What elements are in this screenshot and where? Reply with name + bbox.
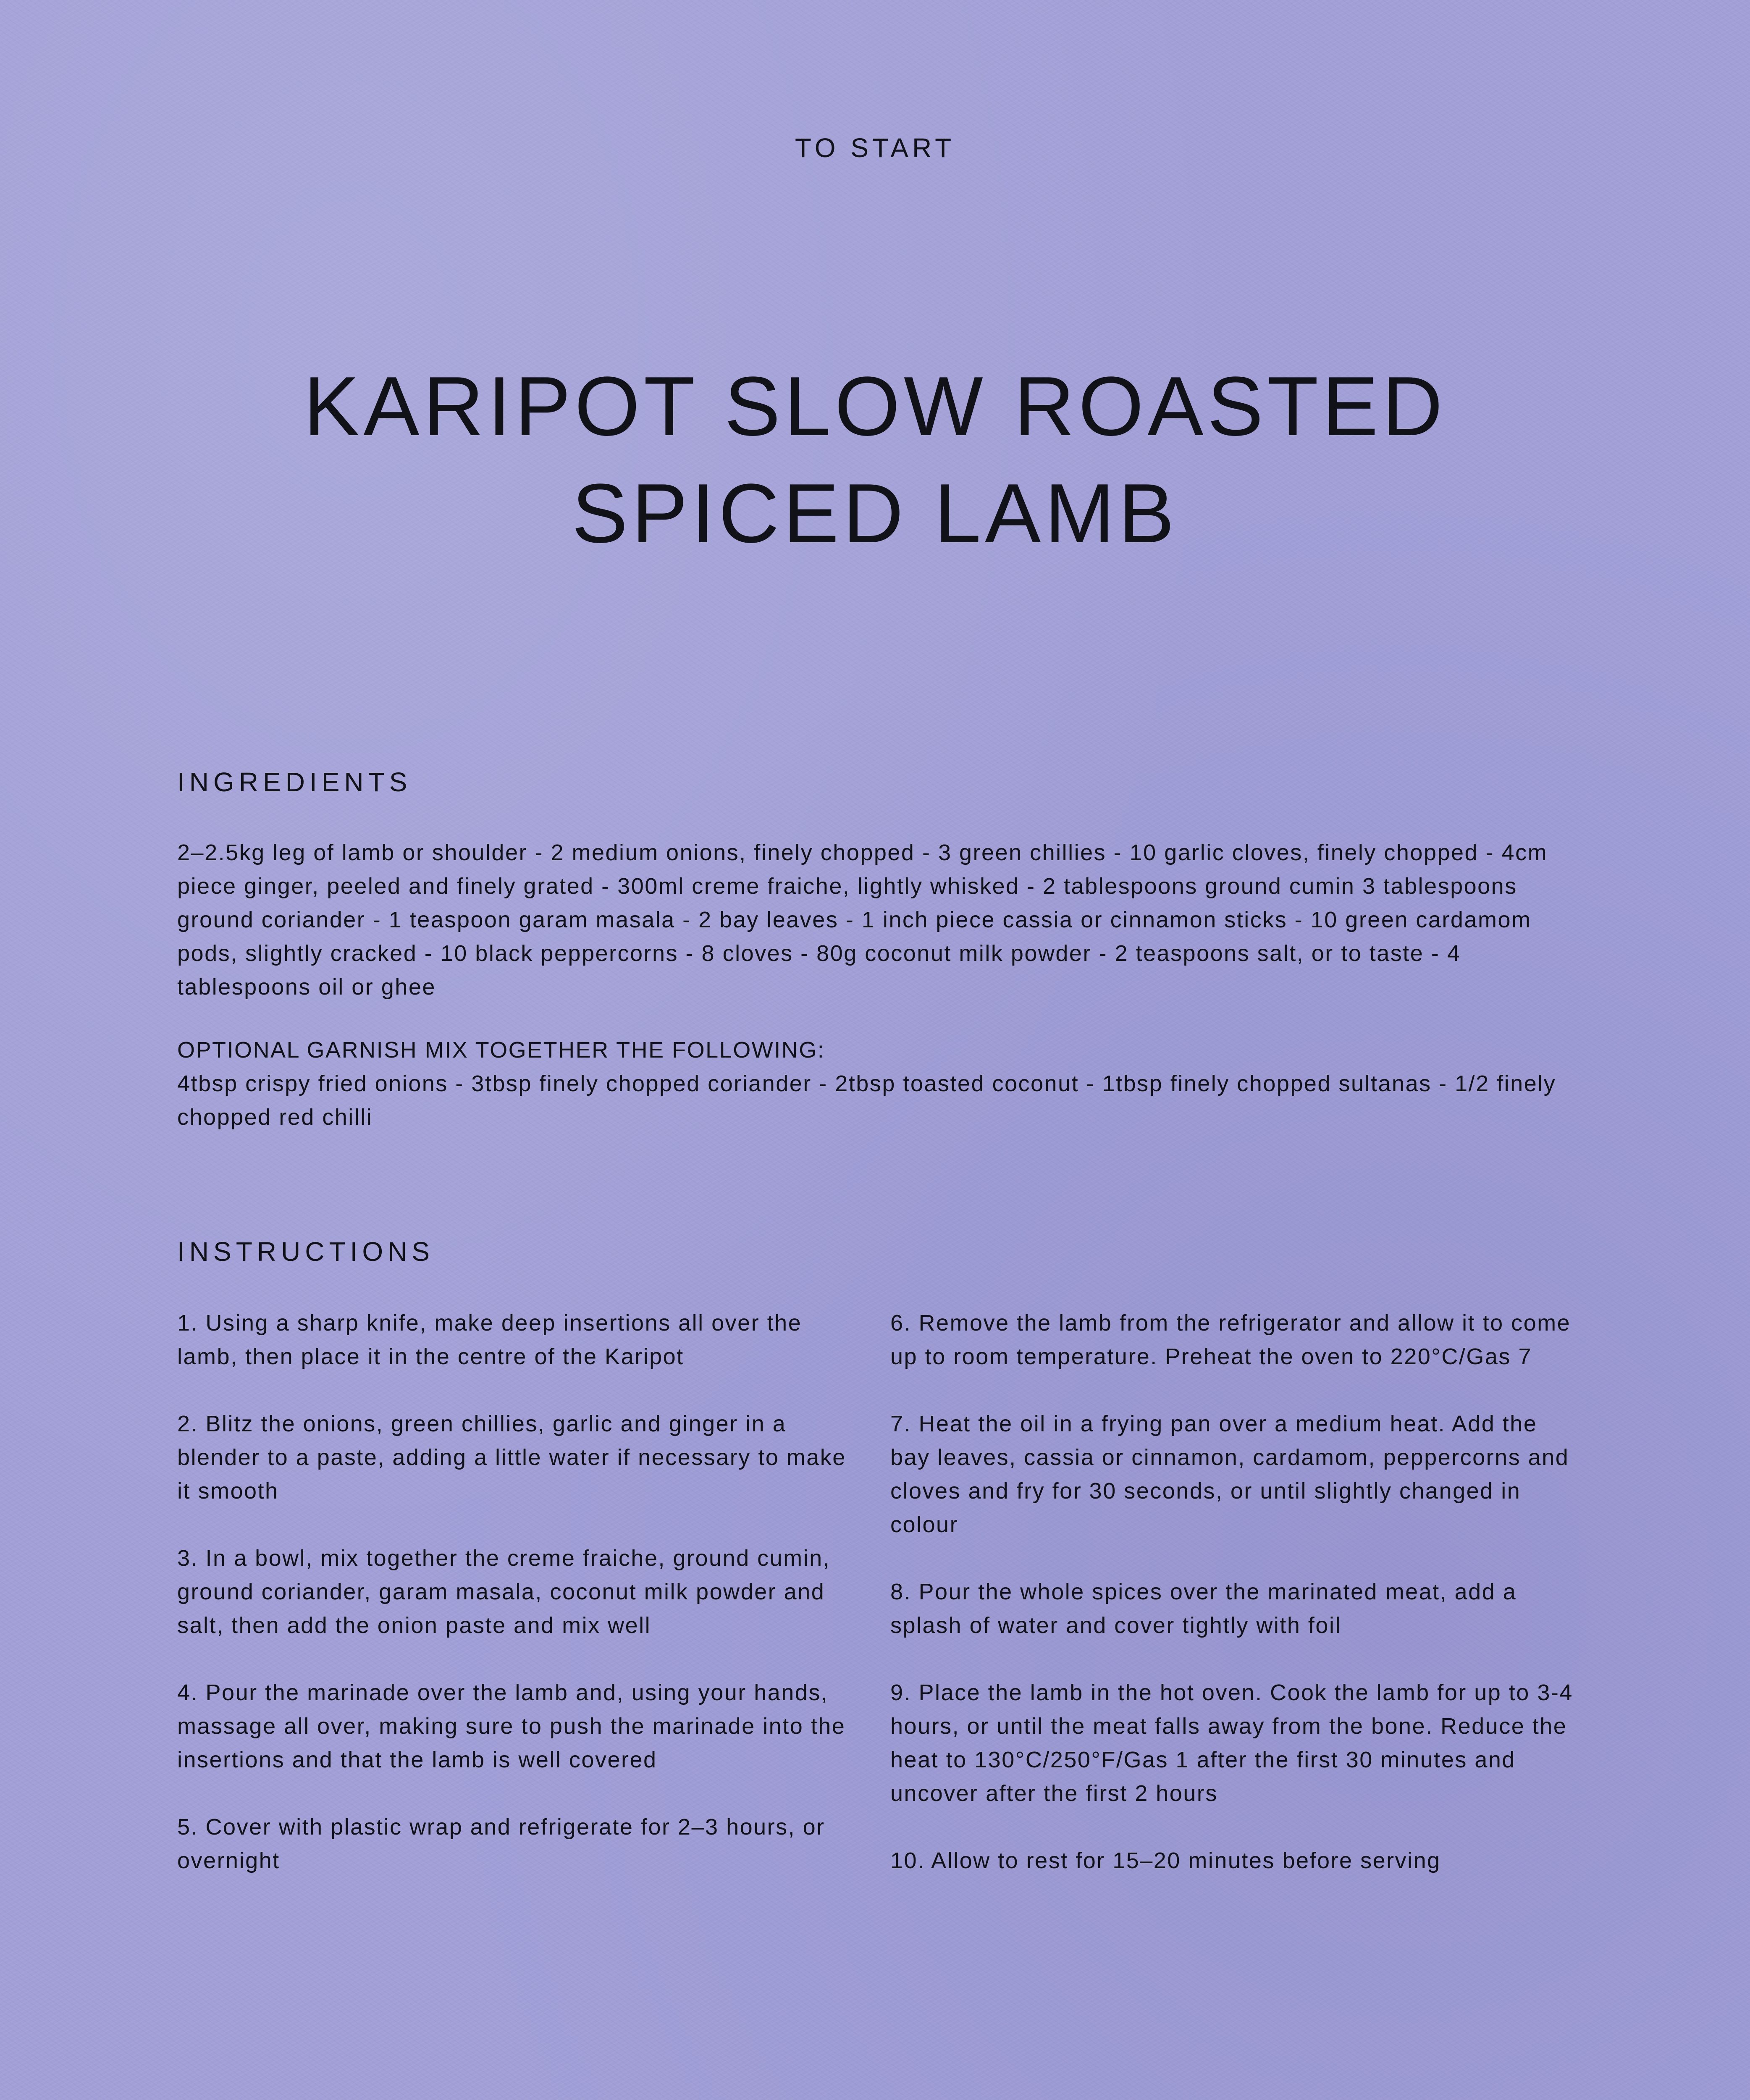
instruction-step-2: 2. Blitz the onions, green chillies, garlic and ginger in a blender to a paste, adding a little water if necessary to make it smooth — [177, 1411, 846, 1504]
instruction-step-3: 3. In a bowl, mix together the creme fraiche, ground cumin, ground coriander, garam masala, coconut milk powder and salt, then add the onion paste and mix well — [177, 1546, 831, 1638]
recipe-title — [126, 353, 1624, 567]
recipe-title-line-2: SPICED LAMB — [572, 467, 1178, 560]
garnish-heading: OPTIONAL GARNISH MIX TOGETHER THE FOLLOWING: — [177, 1037, 825, 1063]
instruction-step-7: 7. Heat the oil in a frying pan over a medium heat. Add the bay leaves, cassia or cinnamon, cardamom, peppercorns and cloves and fry for 30 seconds, or until slightly changed in colour — [890, 1411, 1569, 1537]
garnish-list: 4tbsp crispy fried onions - 3tbsp finely chopped coriander - 2tbsp toasted coconut - 1tbsp finely chopped sultanas - 1/2 finely chopped red chilli — [177, 1071, 1556, 1130]
ingredients-list: 2–2.5kg leg of lamb or shoulder - 2 medium onions, finely chopped - 3 green chillies - 10 garlic cloves, finely chopped - 4cm piece ginger, peeled and finely grated - 300ml creme fraiche, lightly whisked - 2 tablespoons ground cumin 3 tablespoons ground coriander - 1 teaspoon garam masala - 2 bay leaves - 1 inch piece cassia or cinnamon sticks - 10 green cardamom pods, slightly cracked - 10 black peppercorns - 8 cloves - 80g coconut milk powder - 2 teaspoons salt, or to taste - 4 tablespoons oil or ghee — [177, 840, 1548, 1000]
instruction-step-8: 8. Pour the whole spices over the marinated meat, add a splash of water and cover tightly with foil — [890, 1579, 1517, 1638]
recipe-title-line-1: KARIPOT SLOW ROASTED — [303, 360, 1447, 453]
instructions-heading: INSTRUCTIONS — [177, 1236, 434, 1267]
instruction-step-4: 4. Pour the marinade over the lamb and, using your hands, massage all over, making sure to push the marinade into the insertions and that the lamb is well covered — [177, 1680, 846, 1772]
instructions-column-left — [177, 1306, 858, 1911]
instruction-step-10: 10. Allow to rest for 15–20 minutes before serving — [890, 1848, 1441, 1873]
instruction-step-9: 9. Place the lamb in the hot oven. Cook the lamb for up to 3-4 hours, or until the meat falls away from the bone. Reduce the heat to 130°C/250°F/Gas 1 after the first 30 minutes and uncover after the first 2 hours — [890, 1680, 1573, 1806]
instruction-step-6: 6. Remove the lamb from the refrigerator and allow it to come up to room temperature. Preheat the oven to 220°C/Gas 7 — [890, 1310, 1571, 1369]
instructions-column-right — [890, 1306, 1583, 1911]
ingredients-heading: INGREDIENTS — [177, 767, 412, 797]
section-kicker: TO START — [795, 133, 955, 163]
instruction-step-1: 1. Using a sharp knife, make deep insertions all over the lamb, then place it in the centre of the Karipot — [177, 1310, 802, 1369]
instruction-step-5: 5. Cover with plastic wrap and refrigerate for 2–3 hours, or overnight — [177, 1814, 825, 1873]
